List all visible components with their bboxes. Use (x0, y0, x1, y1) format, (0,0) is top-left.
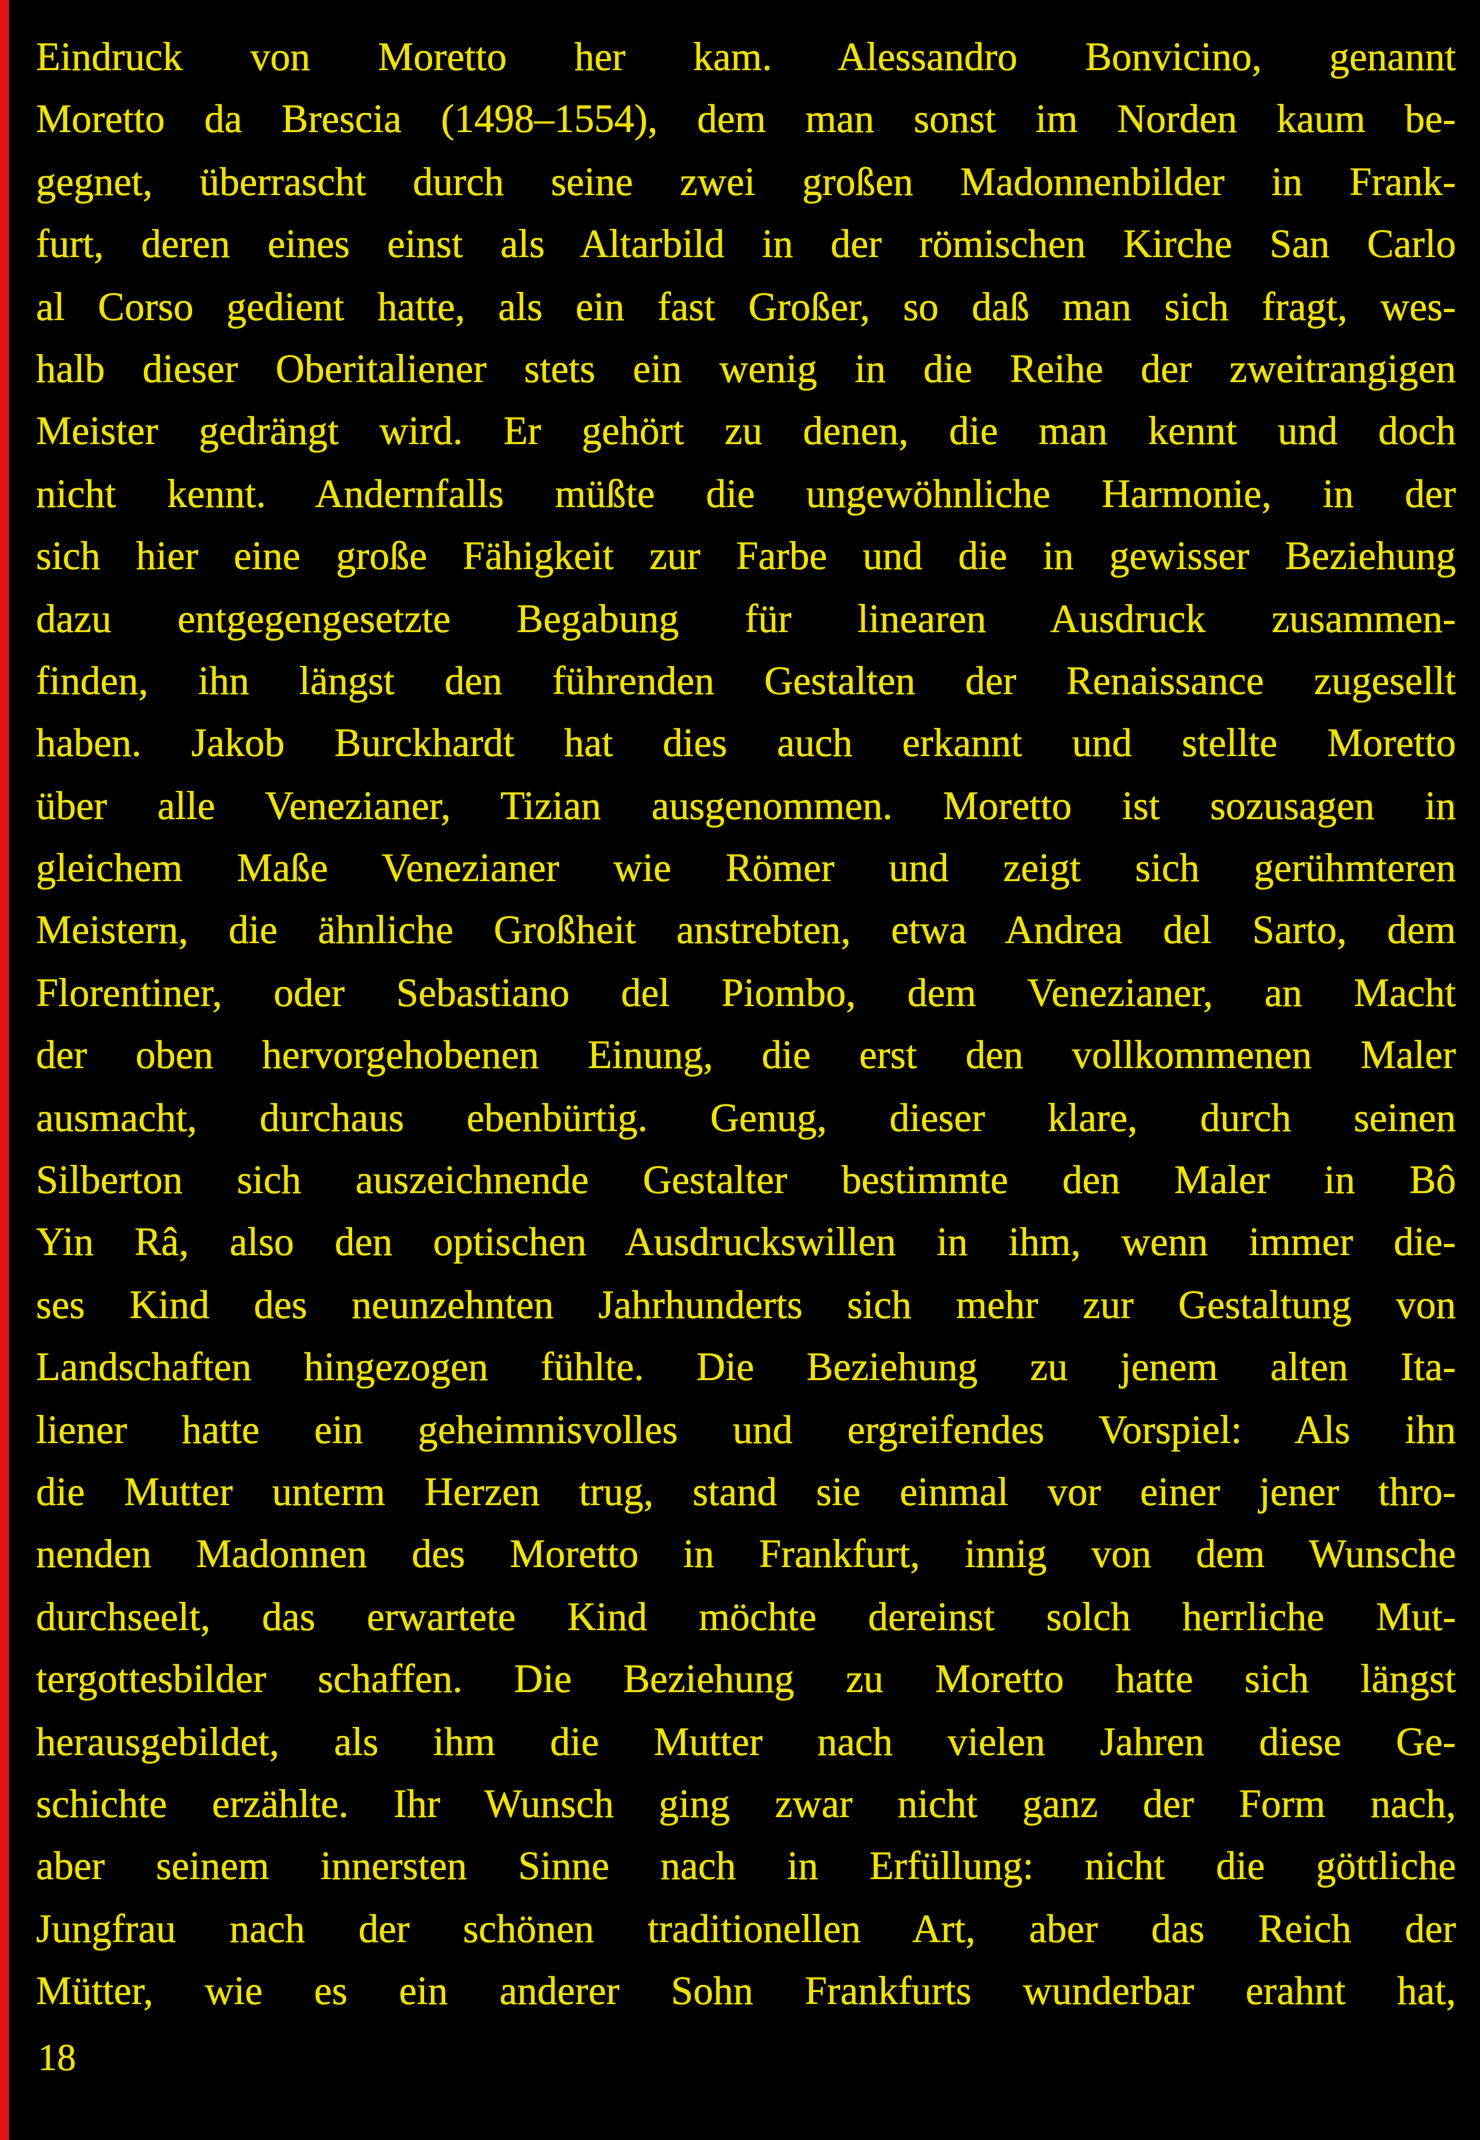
text-line: schichte erzählte. Ihr Wunsch ging zwar nicht ganz der Form nach, (36, 1780, 1456, 1826)
text-line: liener hatte ein geheimnisvolles und ergreifendes Vorspiel: Als ihn (36, 1406, 1456, 1452)
text-line: al Corso gedient hatte, als ein fast Großer, so daß man sich fragt, wes- (36, 283, 1456, 329)
text-line: dazu entgegengesetzte Begabung für linearen Ausdruck zusammen- (36, 595, 1456, 641)
text-line: Florentiner, oder Sebastiano del Piombo, dem Venezianer, an Macht (36, 969, 1456, 1015)
text-line: Yin Râ, also den optischen Ausdruckswillen in ihm, wenn immer die- (36, 1219, 1456, 1265)
text-line: nenden Madonnen des Moretto in Frankfurt, innig von dem Wunsche (36, 1531, 1456, 1577)
text-line: furt, deren eines einst als Altarbild in der römischen Kirche San Carlo (36, 221, 1456, 267)
text-line: durchseelt, das erwartete Kind möchte dereinst solch herrliche Mut- (36, 1593, 1456, 1639)
text-line: Meistern, die ähnliche Großheit anstrebten, etwa Andrea del Sarto, dem (36, 907, 1456, 953)
page-number: 18 (38, 2037, 76, 2079)
text-line: Eindruck von Moretto her kam. Alessandro Bonvicino, genannt (36, 34, 1456, 79)
text-line: sich hier eine große Fähigkeit zur Farbe und die in gewisser Beziehung (36, 533, 1456, 579)
text-line: ausmacht, durchaus ebenbürtig. Genug, dieser klare, durch seinen (36, 1094, 1456, 1140)
text-line: gleichem Maße Venezianer wie Römer und zeigt sich gerühmteren (36, 845, 1456, 891)
text-line: Landschaften hingezogen fühlte. Die Beziehung zu jenem alten Ita- (36, 1344, 1456, 1390)
text-line: haben. Jakob Burckhardt hat dies auch erkannt und stellte Moretto (36, 720, 1456, 766)
text-line: ses Kind des neunzehnten Jahrhunderts sich mehr zur Gestaltung von (36, 1281, 1456, 1327)
text-line: Mütter, wie es ein anderer Sohn Frankfurts wunderbar erahnt hat, (36, 1968, 1456, 2014)
text-line: finden, ihn längst den führenden Gestalten der Renaissance zugesellt (36, 657, 1456, 703)
text-line: Meister gedrängt wird. Er gehört zu denen, die man kennt und doch (36, 408, 1456, 454)
left-edge-red-stripe (0, 0, 9, 2140)
text-line: der oben hervorgehobenen Einung, die erst den vollkommenen Maler (36, 1032, 1456, 1078)
text-line: tergottesbilder schaffen. Die Beziehung zu Moretto hatte sich längst (36, 1656, 1456, 1702)
text-line: Silberton sich auszeichnende Gestalter bestimmte den Maler in Bô (36, 1157, 1456, 1203)
text-line: halb dieser Oberitaliener stets ein wenig in die Reihe der zweitrangigen (36, 345, 1456, 391)
text-line: die Mutter unterm Herzen trug, stand sie einmal vor einer jener thro- (36, 1468, 1456, 1514)
text-line: nicht kennt. Andernfalls müßte die ungewöhnliche Harmonie, in der (36, 470, 1456, 516)
text-line: über alle Venezianer, Tizian ausgenommen. Moretto ist sozusagen in (36, 782, 1456, 828)
text-line: aber seinem innersten Sinne nach in Erfüllung: nicht die göttliche (36, 1843, 1456, 1889)
body-text (36, 26, 1456, 2023)
text-line: Jungfrau nach der schönen traditionellen Art, aber das Reich der (36, 1905, 1456, 1951)
text-line: Moretto da Brescia (1498–1554), dem man sonst im Norden kaum be- (36, 96, 1456, 142)
text-line: gegnet, überrascht durch seine zwei großen Madonnenbilder in Frank- (36, 158, 1456, 204)
text-line: herausgebildet, als ihm die Mutter nach vielen Jahren diese Ge- (36, 1718, 1456, 1764)
